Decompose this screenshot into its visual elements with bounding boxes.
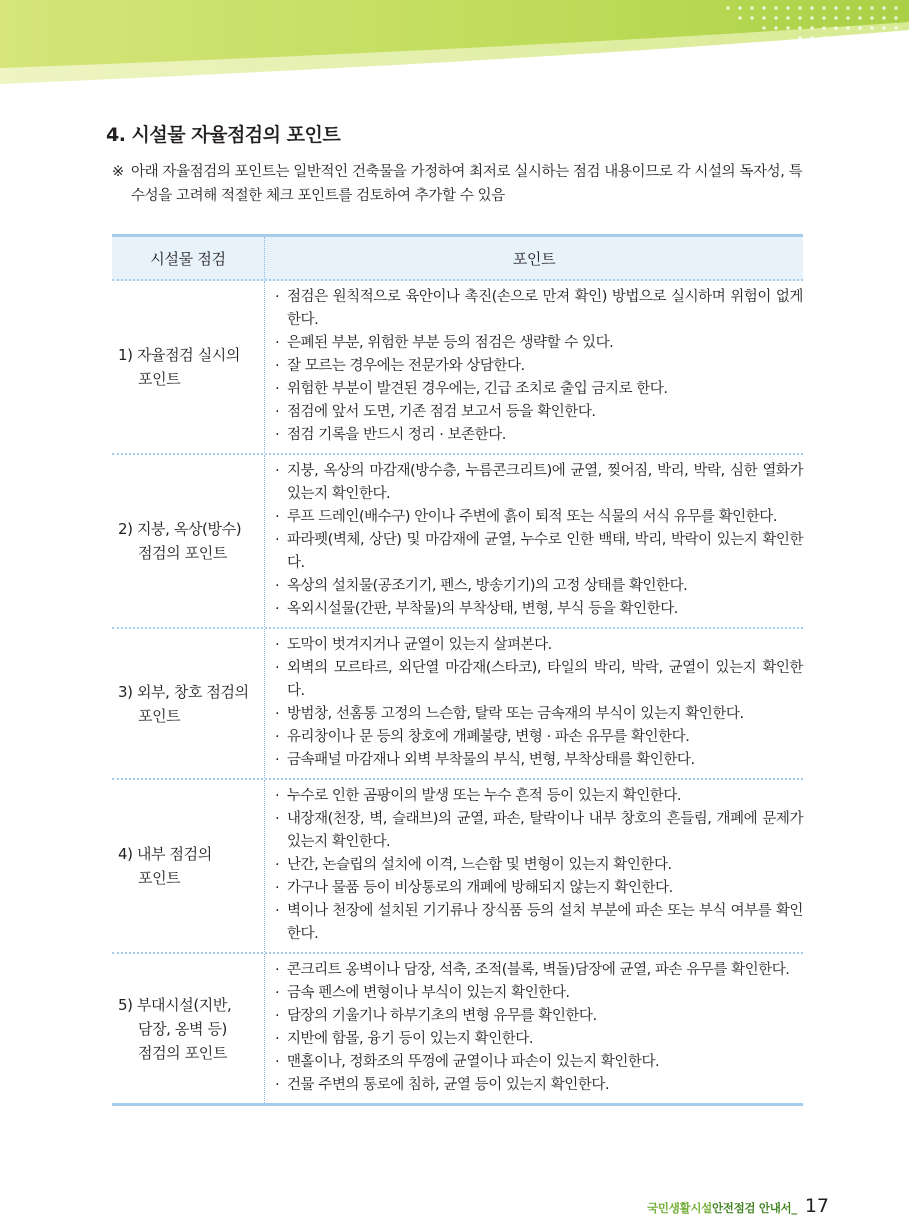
category-line: 1) 자율점검 실시의: [118, 346, 240, 364]
points-list: [265, 629, 803, 778]
footer-subtitle: 안전점검 안내서_: [711, 1201, 797, 1215]
point-item: · 점검은 원칙적으로 육안이나 촉진(손으로 만져 확인) 방법으로 실시하며 위험이 없게 한다.: [275, 286, 803, 332]
points-list: [265, 281, 803, 453]
category-line: 3) 외부, 창호 점검의: [118, 682, 249, 701]
point-item: · 방범창, 선홈통 고정의 느슨함, 탈락 또는 금속재의 부식이 있는지 확인한다.: [275, 703, 803, 726]
category-line: 5) 부대시설(지반,: [118, 995, 232, 1014]
table-row: [112, 627, 803, 778]
point-item: · 난간, 논슬립의 설치에 이격, 느슨함 및 변형이 있는지 확인한다.: [275, 854, 803, 877]
points-list: [265, 954, 803, 1103]
category-line: 점검의 포인트: [138, 544, 227, 562]
page-number: 17: [804, 1195, 829, 1217]
point-item: · 지붕, 옥상의 마감재(방수층, 누름콘크리트)에 균열, 찢어짐, 박리, 박락, 심한 열화가 있는지 확인한다.: [275, 460, 803, 506]
table-header: [112, 237, 803, 281]
point-item: · 내장재(천장, 벽, 슬래브)의 균열, 파손, 탈락이나 내부 창호의 흔들림, 개폐에 문제가 있는지 확인한다.: [275, 808, 803, 854]
point-item: · 벽이나 천장에 설치된 기기류나 장식품 등의 설치 부분에 파손 또는 부식 여부를 확인한다.: [275, 900, 803, 946]
point-item: · 잘 모르는 경우에는 전문가와 상담한다.: [275, 355, 803, 378]
intro-note: [112, 160, 812, 208]
category-line: 2) 지붕, 옥상(방수): [118, 520, 242, 538]
table-row: [112, 778, 803, 952]
inspection-points-table: [112, 234, 803, 1106]
row-category: [112, 281, 265, 453]
point-item: · 금속 펜스에 변형이나 부식이 있는지 확인한다.: [275, 982, 803, 1005]
header-banner: [0, 0, 909, 95]
point-item: · 담장의 기울기나 하부기초의 변형 유무를 확인한다.: [275, 1005, 803, 1028]
point-item: · 위험한 부분이 발견된 경우에는, 긴급 조치로 출입 금지로 한다.: [275, 378, 803, 401]
row-category: [112, 780, 265, 952]
row-points: [265, 455, 803, 627]
page-footer: [647, 1195, 829, 1217]
row-points: [265, 281, 803, 453]
section-title: 4. 시설물 자율점검의 포인트: [106, 124, 341, 146]
table-row: [112, 281, 803, 453]
point-item: · 점검에 앞서 도면, 기존 점검 보고서 등을 확인한다.: [275, 401, 803, 424]
category-line: 포인트: [138, 706, 181, 725]
point-item: · 콘크리트 옹벽이나 담장, 석축, 조적(블록, 벽돌)담장에 균열, 파손 유무를 확인한다.: [275, 959, 803, 982]
category-line: 점검의 포인트: [138, 1043, 227, 1062]
header-facility-inspection: 시설물 점검: [112, 237, 265, 279]
point-item: · 유리창이나 문 등의 창호에 개폐불량, 변형 · 파손 유무를 확인한다.: [275, 726, 803, 749]
point-item: · 도막이 벗겨지거나 균열이 있는지 살펴본다.: [275, 634, 803, 657]
note-text: 아래 자율점검의 포인트는 일반적인 건축물을 가정하여 최저로 실시하는 점검 내용이므로 각 시설의 독자성, 특수성을 고려해 적절한 체크 포인트를 검토하여 추가할 수 있음: [131, 164, 803, 204]
category-line: 포인트: [138, 370, 181, 388]
point-item: · 은폐된 부분, 위험한 부분 등의 점검은 생략할 수 있다.: [275, 332, 803, 355]
row-category: [112, 629, 265, 778]
table-row: [112, 453, 803, 627]
category-line: 담장, 옹벽 등): [138, 1019, 228, 1038]
row-category: [112, 954, 265, 1103]
point-item: · 지반에 함몰, 융기 등이 있는지 확인한다.: [275, 1028, 803, 1051]
point-item: · 맨홀이나, 정화조의 뚜껑에 균열이나 파손이 있는지 확인한다.: [275, 1051, 803, 1074]
point-item: · 외벽의 모르타르, 외단열 마감재(스타코), 타일의 박리, 박락, 균열이 있는지 확인한다.: [275, 657, 803, 703]
header-points: 포인트: [512, 249, 556, 268]
row-points: [265, 954, 803, 1103]
point-item: · 점검 기록을 반드시 정리 · 보존한다.: [275, 424, 803, 447]
category-line: 포인트: [138, 869, 181, 887]
point-item: · 건물 주변의 통로에 침하, 균열 등이 있는지 확인한다.: [275, 1074, 803, 1097]
point-item: · 옥외시설물(간판, 부착물)의 부착상태, 변형, 부식 등을 확인한다.: [275, 598, 803, 621]
footer-title: 국민생활시설: [647, 1201, 712, 1215]
note-mark: ※: [112, 164, 124, 180]
row-category: [112, 455, 265, 627]
point-item: · 루프 드레인(배수구) 안이나 주변에 흙이 퇴적 또는 식물의 서식 유무를 확인한다.: [275, 506, 803, 529]
table-row: [112, 952, 803, 1103]
row-points: [265, 629, 803, 778]
table-body: [112, 281, 803, 1103]
point-item: · 금속패널 마감재나 외벽 부착물의 부식, 변형, 부착상태를 확인한다.: [275, 749, 803, 772]
category-line: 4) 내부 점검의: [118, 845, 212, 863]
point-item: · 가구나 물품 등이 비상통로의 개폐에 방해되지 않는지 확인한다.: [275, 877, 803, 900]
points-list: [265, 455, 803, 627]
point-item: · 파라펫(벽체, 상단) 및 마감재에 균열, 누수로 인한 백태, 박리, 박락이 있는지 확인한다.: [275, 529, 803, 575]
row-points: [265, 780, 803, 952]
point-item: · 옥상의 설치물(공조기기, 펜스, 방송기기)의 고정 상태를 확인한다.: [275, 575, 803, 598]
points-list: [265, 780, 803, 952]
point-item: · 누수로 인한 곰팡이의 발생 또는 누수 흔적 등이 있는지 확인한다.: [275, 785, 803, 808]
